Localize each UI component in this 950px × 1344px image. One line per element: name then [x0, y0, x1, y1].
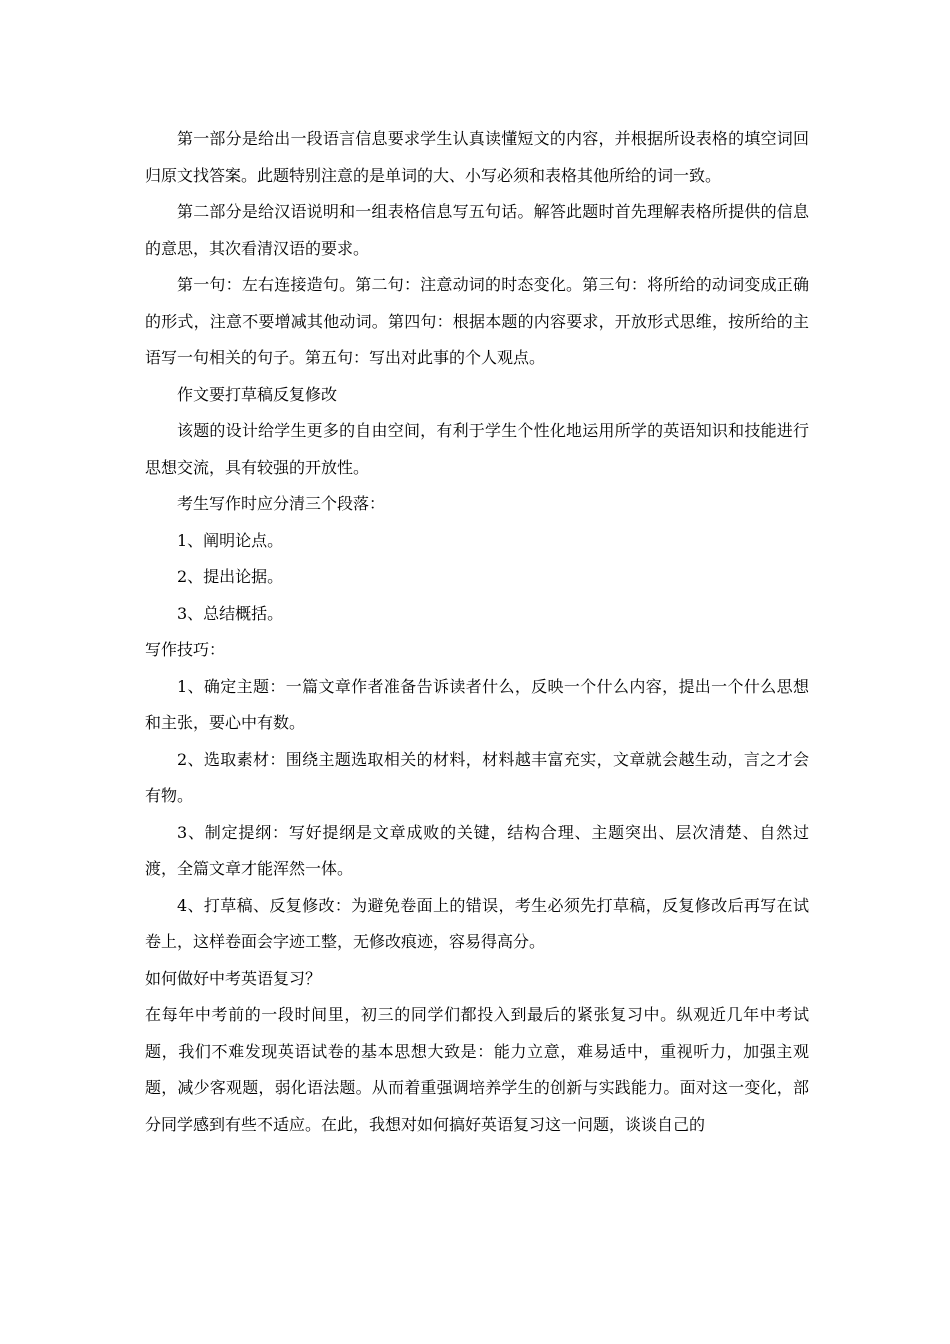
heading-exam-review: 如何做好中考英语复习？ — [145, 968, 322, 988]
heading-writing-skills: 写作技巧： — [145, 640, 226, 659]
paragraph-three-sections: 考生写作时应分清三个段落： — [177, 494, 386, 513]
skill-item-draft: 4、打草稿、反复修改：为避免卷面上的错误，考生必须先打草稿，反复修改后再写在试卷上，这样卷面会字迹工整，无修改痕迹，容易得高分。 — [145, 895, 809, 951]
paragraph-design: 该题的设计给学生更多的自由空间，有利于学生个性化地运用所学的英语知识和技能进行思想交流，具有较强的开放性。 — [145, 421, 809, 477]
document-body — [145, 121, 809, 1143]
list-item-evidence: 2、提出论据。 — [177, 567, 284, 586]
list-item-summary: 3、总结概括。 — [177, 603, 284, 623]
paragraph-part-two: 第二部分是给汉语说明和一组表格信息写五句话。解答此题时首先理解表格所提供的信息的意思，其次看清汉语的要求。 — [145, 202, 809, 258]
paragraph-part-one: 第一部分是给出一段语言信息要求学生认真读懂短文的内容，并根据所设表格的填空词回归原文找答案。此题特别注意的是单词的大、小写必须和表格其他所给的词一致。 — [145, 129, 809, 185]
skill-item-outline: 3、制定提纲：写好提纲是文章成败的关键，结构合理、主题突出、层次清楚、自然过渡，全篇文章才能浑然一体。 — [145, 822, 809, 878]
skill-item-theme: 1、确定主题：一篇文章作者准备告诉读者什么，反映一个什么内容，提出一个什么思想和主张，要心中有数。 — [145, 676, 809, 732]
heading-draft-revise: 作文要打草稿反复修改 — [177, 384, 338, 404]
list-item-argument: 1、阐明论点。 — [177, 530, 284, 550]
skill-item-material: 2、选取素材：围绕主题选取相关的材料，材料越丰富充实，文章就会越生动，言之才会有物。 — [145, 749, 809, 805]
paragraph-sentence-guide: 第一句：左右连接造句。第二句：注意动词的时态变化。第三句：将所给的动词变成正确的形式，注意不要增减其他动词。第四句：根据本题的内容要求，开放形式思维，按所给的主语写一句相关的句子。第五句：写出对此事的个人观点。 — [145, 275, 809, 367]
paragraph-exam-review: 在每年中考前的一段时间里，初三的同学们都投入到最后的紧张复习中。纵观近几年中考试题，我们不难发现英语试卷的基本思想大致是：能力立意，难易适中，重视听力，加强主观题，减少客观题，弱化语法题。从而着重强调培养学生的创新与实践能力。面对这一变化，部分同学感到有些不适应。在此，我想对如何搞好英语复习这一问题，谈谈自己的 — [145, 1005, 809, 1134]
